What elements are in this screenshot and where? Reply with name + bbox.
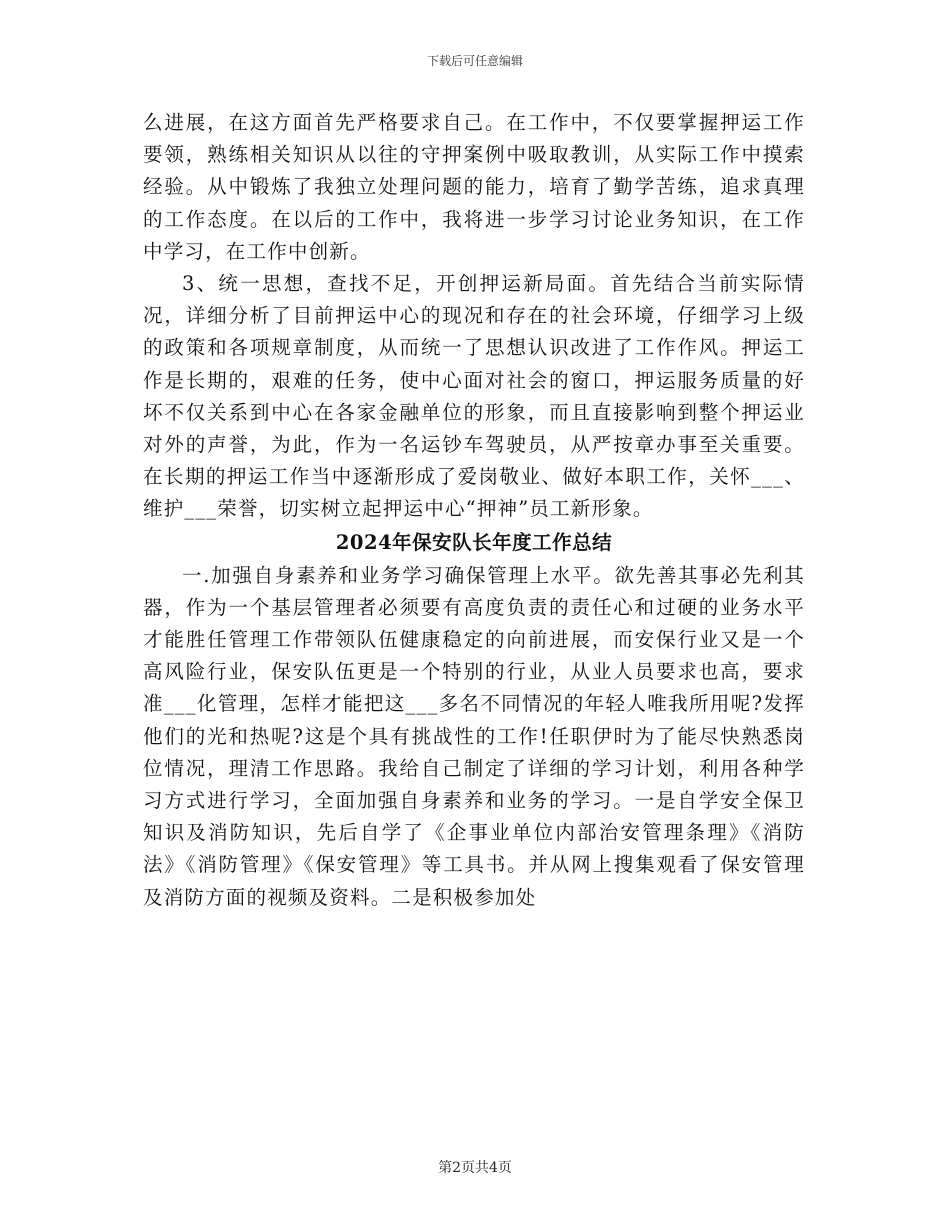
page-footer: 第2页共4页 xyxy=(438,1160,512,1176)
paragraph-section-3: 3、统一思想，查找不足，开创押运新局面。首先结合当前实际情况，详细分析了目前押运中心的现况和存在的社会环境，仔细学习上级的政策和各项规章制度，从而统一了思想认识改进了工作作风。押运工作是长期的，艰难的任务，使中心面对社会的窗口，押运服务质量的好坏不仅关系到中心在各家金融单位的形象，而且直接影响到整个押运业对外的声誉，为此，作为一名运钞车驾驶员，从严按章办事至关重要。在长期的押运工作当中逐渐形成了爱岗敬业、做好本职工作，关怀___、维护___荣誉，切实树立起押运中心“押神”员工新形象。 xyxy=(143,272,805,521)
paragraph-continued: 么进展，在这方面首先严格要求自己。在工作中，不仅要掌握押运工作要领，熟练相关知识从以往的守押案例中吸取教训，从实际工作中摸索经验。从中锻炼了我独立处理问题的能力，培育了勤学苦练，追求真理的工作态度。在以后的工作中，我将进一步学习讨论业务知识，在工作中学习，在工作中创新。 xyxy=(143,111,805,263)
page-header: 下载后可任意编辑 xyxy=(426,54,523,68)
document-body xyxy=(143,107,805,914)
section-title: 2024年保安队长年度工作总结 xyxy=(335,530,613,554)
paragraph-item-1: 一.加强自身素养和业务学习确保管理上水平。欲先善其事必先利其器，作为一个基层管理者必须要有高度负责的责任心和过硬的业务水平才能胜任管理工作带领队伍健康稳定的向前进展，而安保行业又是一个高风险行业，保安队伍更是一个特别的行业，从业人员要求也高，要求准___化管理，怎样才能把这___多名不同情况的年轻人唯我所用呢?发挥他们的光和热呢?这是个具有挑战性的工作!任职伊时为了能尽快熟悉岗位情况，理清工作思路。我给自己制定了详细的学习计划，利用各种学习方式进行学习，全面加强自身素养和业务的学习。一是自学安全保卫知识及消防知识，先后自学了《企事业单位内部治安管理条理》《消防法》《消防管理》《保安管理》等工具书。并从网上搜集观看了保安管理及消防方面的视频及资料。二是积极参加处 xyxy=(143,563,805,909)
